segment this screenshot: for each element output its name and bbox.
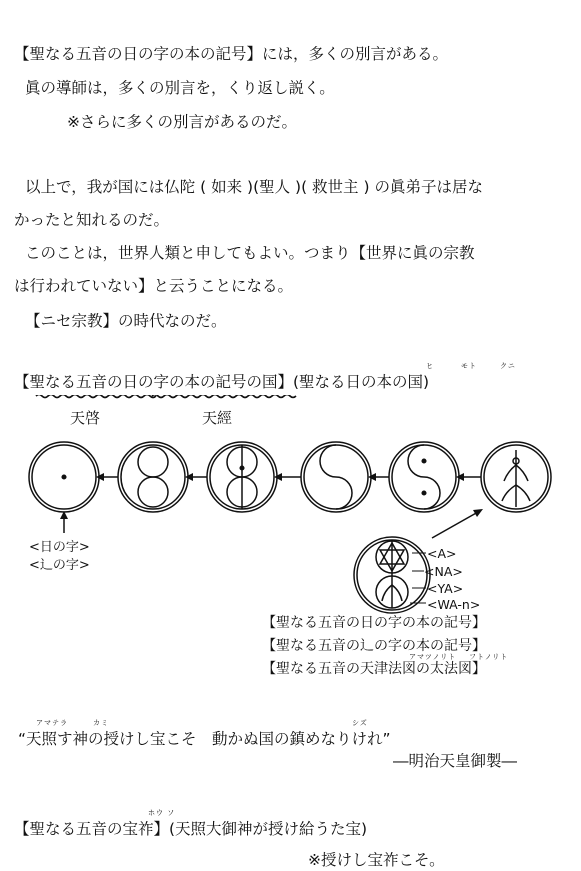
diagonal-arrow-line bbox=[432, 512, 478, 538]
poem-text: “天照す神の授けし宝こそ 動かぬ国の鎮めなりけれ” bbox=[18, 730, 391, 748]
paragraph-1: 【聖なる五音の日の字の本の記号】には，多くの別言がある。 bbox=[14, 45, 449, 63]
symbol-composite bbox=[354, 537, 430, 613]
arrow-head-1 bbox=[96, 473, 104, 481]
paragraph-6: このことは，世界人類と申してもよい。つまり【世界に眞の宗教 bbox=[25, 244, 475, 262]
symbol-circle-dot bbox=[29, 442, 99, 512]
arrow-head-5 bbox=[456, 473, 464, 481]
ruby-kami: カミ bbox=[93, 719, 109, 727]
paragraph-8: 【ニセ宗教】の時代なのだ。 bbox=[25, 312, 227, 330]
wavy-underline-1 bbox=[36, 395, 156, 398]
paragraph-5: かったと知れるのだ。 bbox=[14, 211, 170, 229]
paragraph-7: は行われていない】と云うことになる。 bbox=[14, 277, 294, 295]
symbol-circle-eight bbox=[118, 442, 188, 512]
symbol-circle-tree bbox=[481, 442, 551, 512]
symbol-circle-yin-yang bbox=[389, 442, 459, 512]
poem-attribution: ―明治天皇御製― bbox=[393, 752, 518, 770]
houso-heading: 【聖なる五音の宝祚】(天照大御神が授け給うた宝) bbox=[14, 820, 368, 838]
label-tenkei-1: 天啓 bbox=[70, 409, 101, 427]
sound-na: <NA> bbox=[424, 564, 463, 579]
arrow-head-4 bbox=[368, 473, 376, 481]
sound-ya: <YA> bbox=[427, 581, 464, 596]
kuni-heading: 【聖なる五音の日の字の本の記号の国】(聖なる日の本の国) bbox=[14, 373, 430, 391]
ruby-kuni: クニ bbox=[500, 362, 516, 370]
arrow-head-3 bbox=[274, 473, 282, 481]
wavy-underline-2 bbox=[152, 395, 296, 398]
caption-ruby-2: フトノリト bbox=[469, 653, 509, 661]
arrow-head-2 bbox=[185, 473, 193, 481]
ruby-shizu: シズ bbox=[352, 719, 368, 727]
sound-wa-n: <WA-n> bbox=[427, 597, 481, 612]
houso-ruby: ホウ ソ bbox=[148, 809, 176, 817]
symbol-circle-eight-line bbox=[207, 442, 277, 512]
hinoji-label-1: <日の字> bbox=[29, 540, 90, 555]
houso-note: ※授けし宝祚こそ。 bbox=[308, 851, 445, 869]
diagram-caption-1: 【聖なる五音の日の字の本の記号】 bbox=[262, 615, 486, 631]
ruby-hi: ヒ bbox=[426, 362, 434, 370]
caption-ruby-1: アマツノリト bbox=[409, 653, 457, 661]
ruby-moto: モト bbox=[461, 362, 477, 370]
diagram-caption-3: 【聖なる五音の天津法図の太法図】 bbox=[262, 661, 486, 677]
paragraph-2: 眞の導師は，多くの別言を，くり返し説く。 bbox=[25, 79, 335, 97]
hinoji-label-2: <辶の字> bbox=[29, 558, 90, 573]
sound-a: <A> bbox=[427, 546, 457, 561]
paragraph-3: ※さらに多くの別言があるのだ。 bbox=[67, 113, 297, 131]
label-tenkei-2: 天經 bbox=[202, 409, 233, 427]
ruby-amatera: アマテラ bbox=[36, 719, 68, 727]
paragraph-4: 以上で，我が国には仏陀 ( 如来 )(聖人 )( 救世主 ) の眞弟子は居な bbox=[25, 178, 483, 196]
symbol-circle-s-curve bbox=[301, 442, 371, 512]
arrow-head-diagonal bbox=[473, 509, 483, 517]
diagram-caption-2: 【聖なる五音の辶の字の本の記号】 bbox=[262, 638, 486, 654]
